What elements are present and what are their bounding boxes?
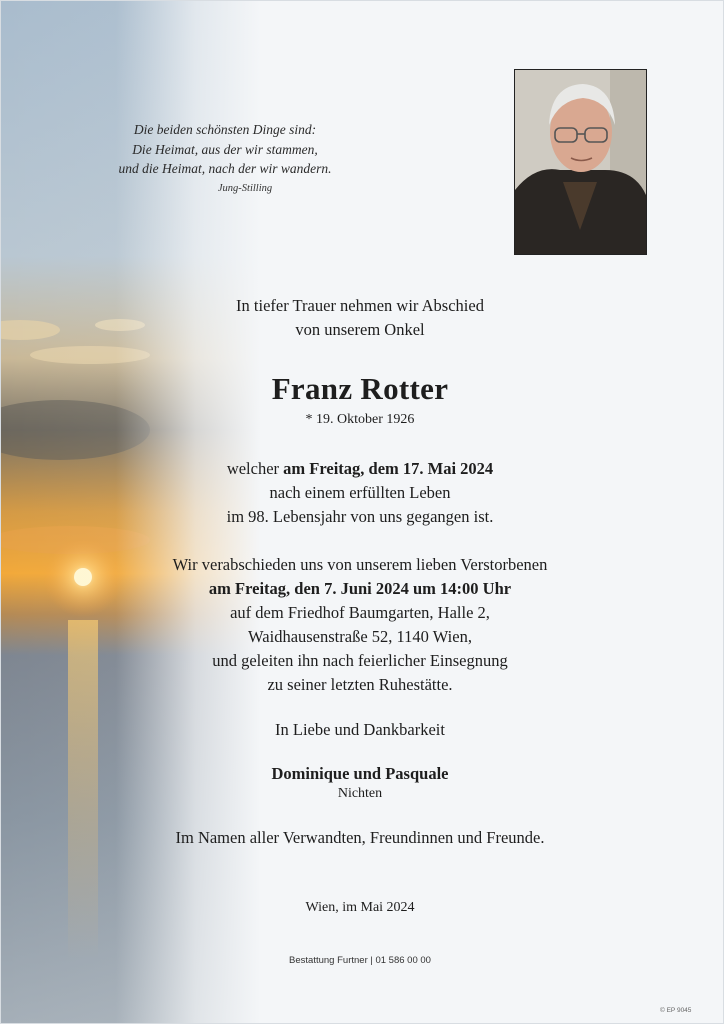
death-date: am Freitag, dem 17. Mai 2024 — [283, 459, 494, 478]
quote-line: Die Heimat, aus der wir stammen, — [132, 141, 318, 157]
portrait-photo — [514, 69, 647, 255]
quote-line: Die beiden schönsten Dinge sind: — [133, 122, 317, 137]
intro-line: In tiefer Trauer nehmen wir Abschied — [236, 296, 484, 315]
quote — [60, 120, 390, 179]
quote-line: und die Heimat, nach der wir wandern. — [118, 161, 332, 176]
funeral-line: Waidhausenstraße 52, 1140 Wien, — [248, 627, 472, 646]
place-date: Wien, im Mai 2024 — [305, 900, 415, 915]
funeral-line: auf dem Friedhof Baumgarten, Halle 2, — [230, 603, 490, 622]
funeral-info — [100, 553, 620, 697]
deceased-name: Franz Rotter — [271, 371, 449, 406]
funeral-line: Wir verabschieden uns von unserem lieben Verstorbenen — [172, 555, 548, 574]
death-prefix: welcher — [226, 459, 284, 478]
death-info — [120, 457, 600, 529]
closing: In Liebe und Dankbarkeit — [275, 720, 445, 739]
birth-date: * 19. Oktober 1926 — [305, 412, 415, 427]
intro — [120, 294, 600, 342]
relatives-line: Im Namen aller Verwandten, Freundinnen und Freunde. — [175, 828, 545, 847]
quote-author: Jung-Stilling — [217, 183, 273, 194]
intro-line: von unserem Onkel — [295, 320, 425, 339]
mourner-relation: Nichten — [337, 786, 383, 801]
death-line: nach einem erfüllten Leben — [269, 483, 451, 502]
funeral-line: und geleiten ihn nach feierlicher Einsegnung — [212, 651, 508, 670]
death-line: im 98. Lebensjahr von uns gegangen ist. — [226, 507, 494, 526]
mourner-names: Dominique und Pasquale — [271, 764, 449, 783]
funeral-line: zu seiner letzten Ruhestätte. — [267, 675, 453, 694]
funeral-home-footer: Bestattung Furtner | 01 586 00 00 — [289, 955, 431, 966]
document-code: © EP 9045 — [660, 1007, 692, 1014]
funeral-date: am Freitag, den 7. Juni 2024 um 14:00 Uhr — [208, 579, 512, 598]
death-date-line — [120, 457, 600, 481]
